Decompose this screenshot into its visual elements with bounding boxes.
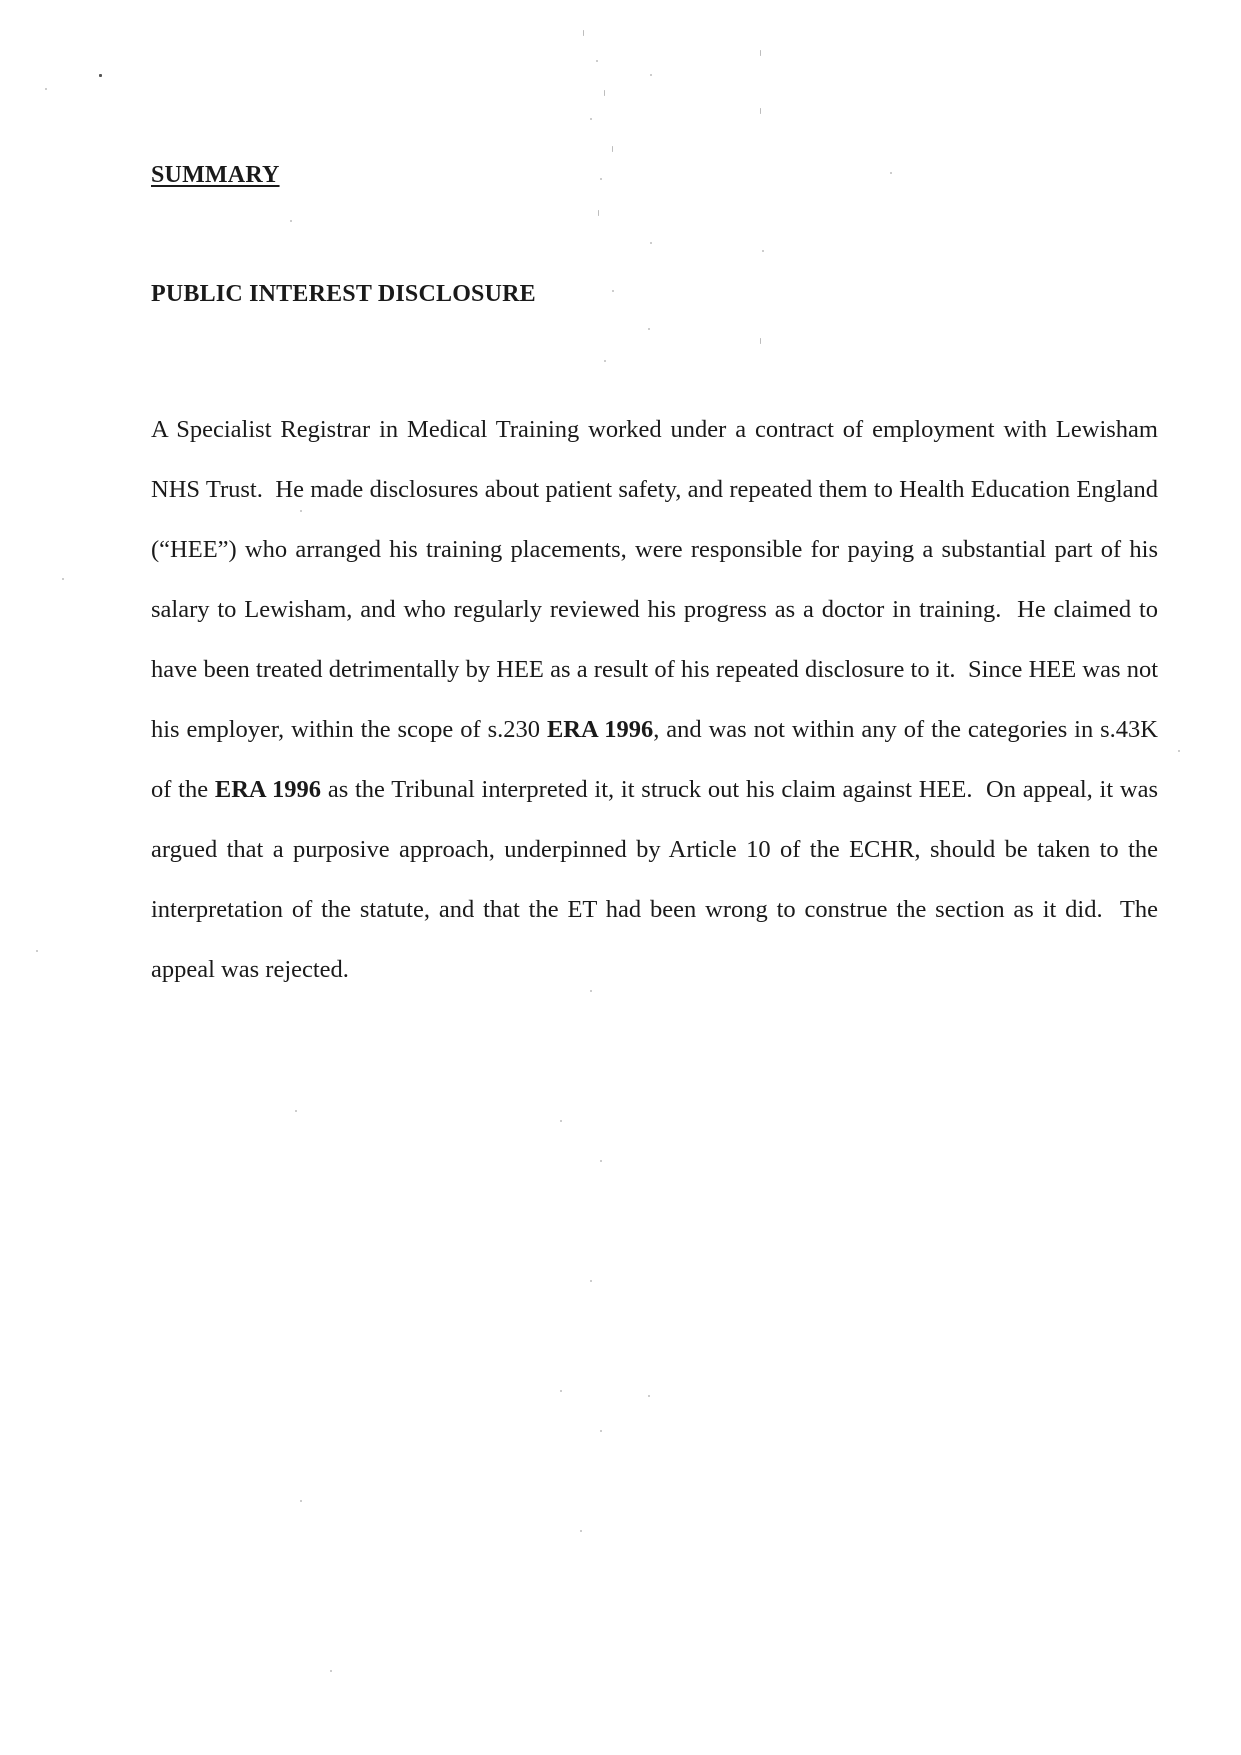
sentence-4-part-e: as the Tribunal interpreted it, it struck out his claim against HEE.	[327, 776, 973, 803]
sentence-4-part-a: Since HEE was not his employer, within the scope of s.230	[151, 656, 1159, 743]
statute-reference-2: ERA 1996	[214, 776, 322, 803]
sentence-5: On appeal, it was argued that a purposive approach, underpinned by Article 10 of the ECHR, should be taken to the interpretation of the statute, and that the ET had been wrong to construe the section as it did.	[151, 776, 1159, 923]
sentence-3: He claimed to have been treated detrimentally by HEE as a result of his repeated disclosure to it.	[151, 596, 1159, 683]
sentence-4-part-c: , and was not within any of the categories in s.43K of the	[151, 716, 1159, 803]
sentence-1: A Specialist Registrar in Medical Training worked under a contract of employment with Lewisham NHS Trust.	[151, 416, 1158, 503]
summary-heading: SUMMARY	[151, 162, 280, 188]
statute-reference-1: ERA 1996	[546, 716, 654, 743]
sentence-6: The appeal was rejected.	[151, 896, 1158, 983]
topic-heading: PUBLIC INTEREST DISCLOSURE	[151, 281, 536, 307]
sentence-2: He made disclosures about patient safety, and repeated them to Health Education England (“HEE”) who arranged his training placements, were responsible for paying a substantial part of his salary to Lewisham, and who regularly reviewed his progress as a doctor in training.	[151, 476, 1158, 623]
summary-paragraph	[151, 400, 1158, 1000]
